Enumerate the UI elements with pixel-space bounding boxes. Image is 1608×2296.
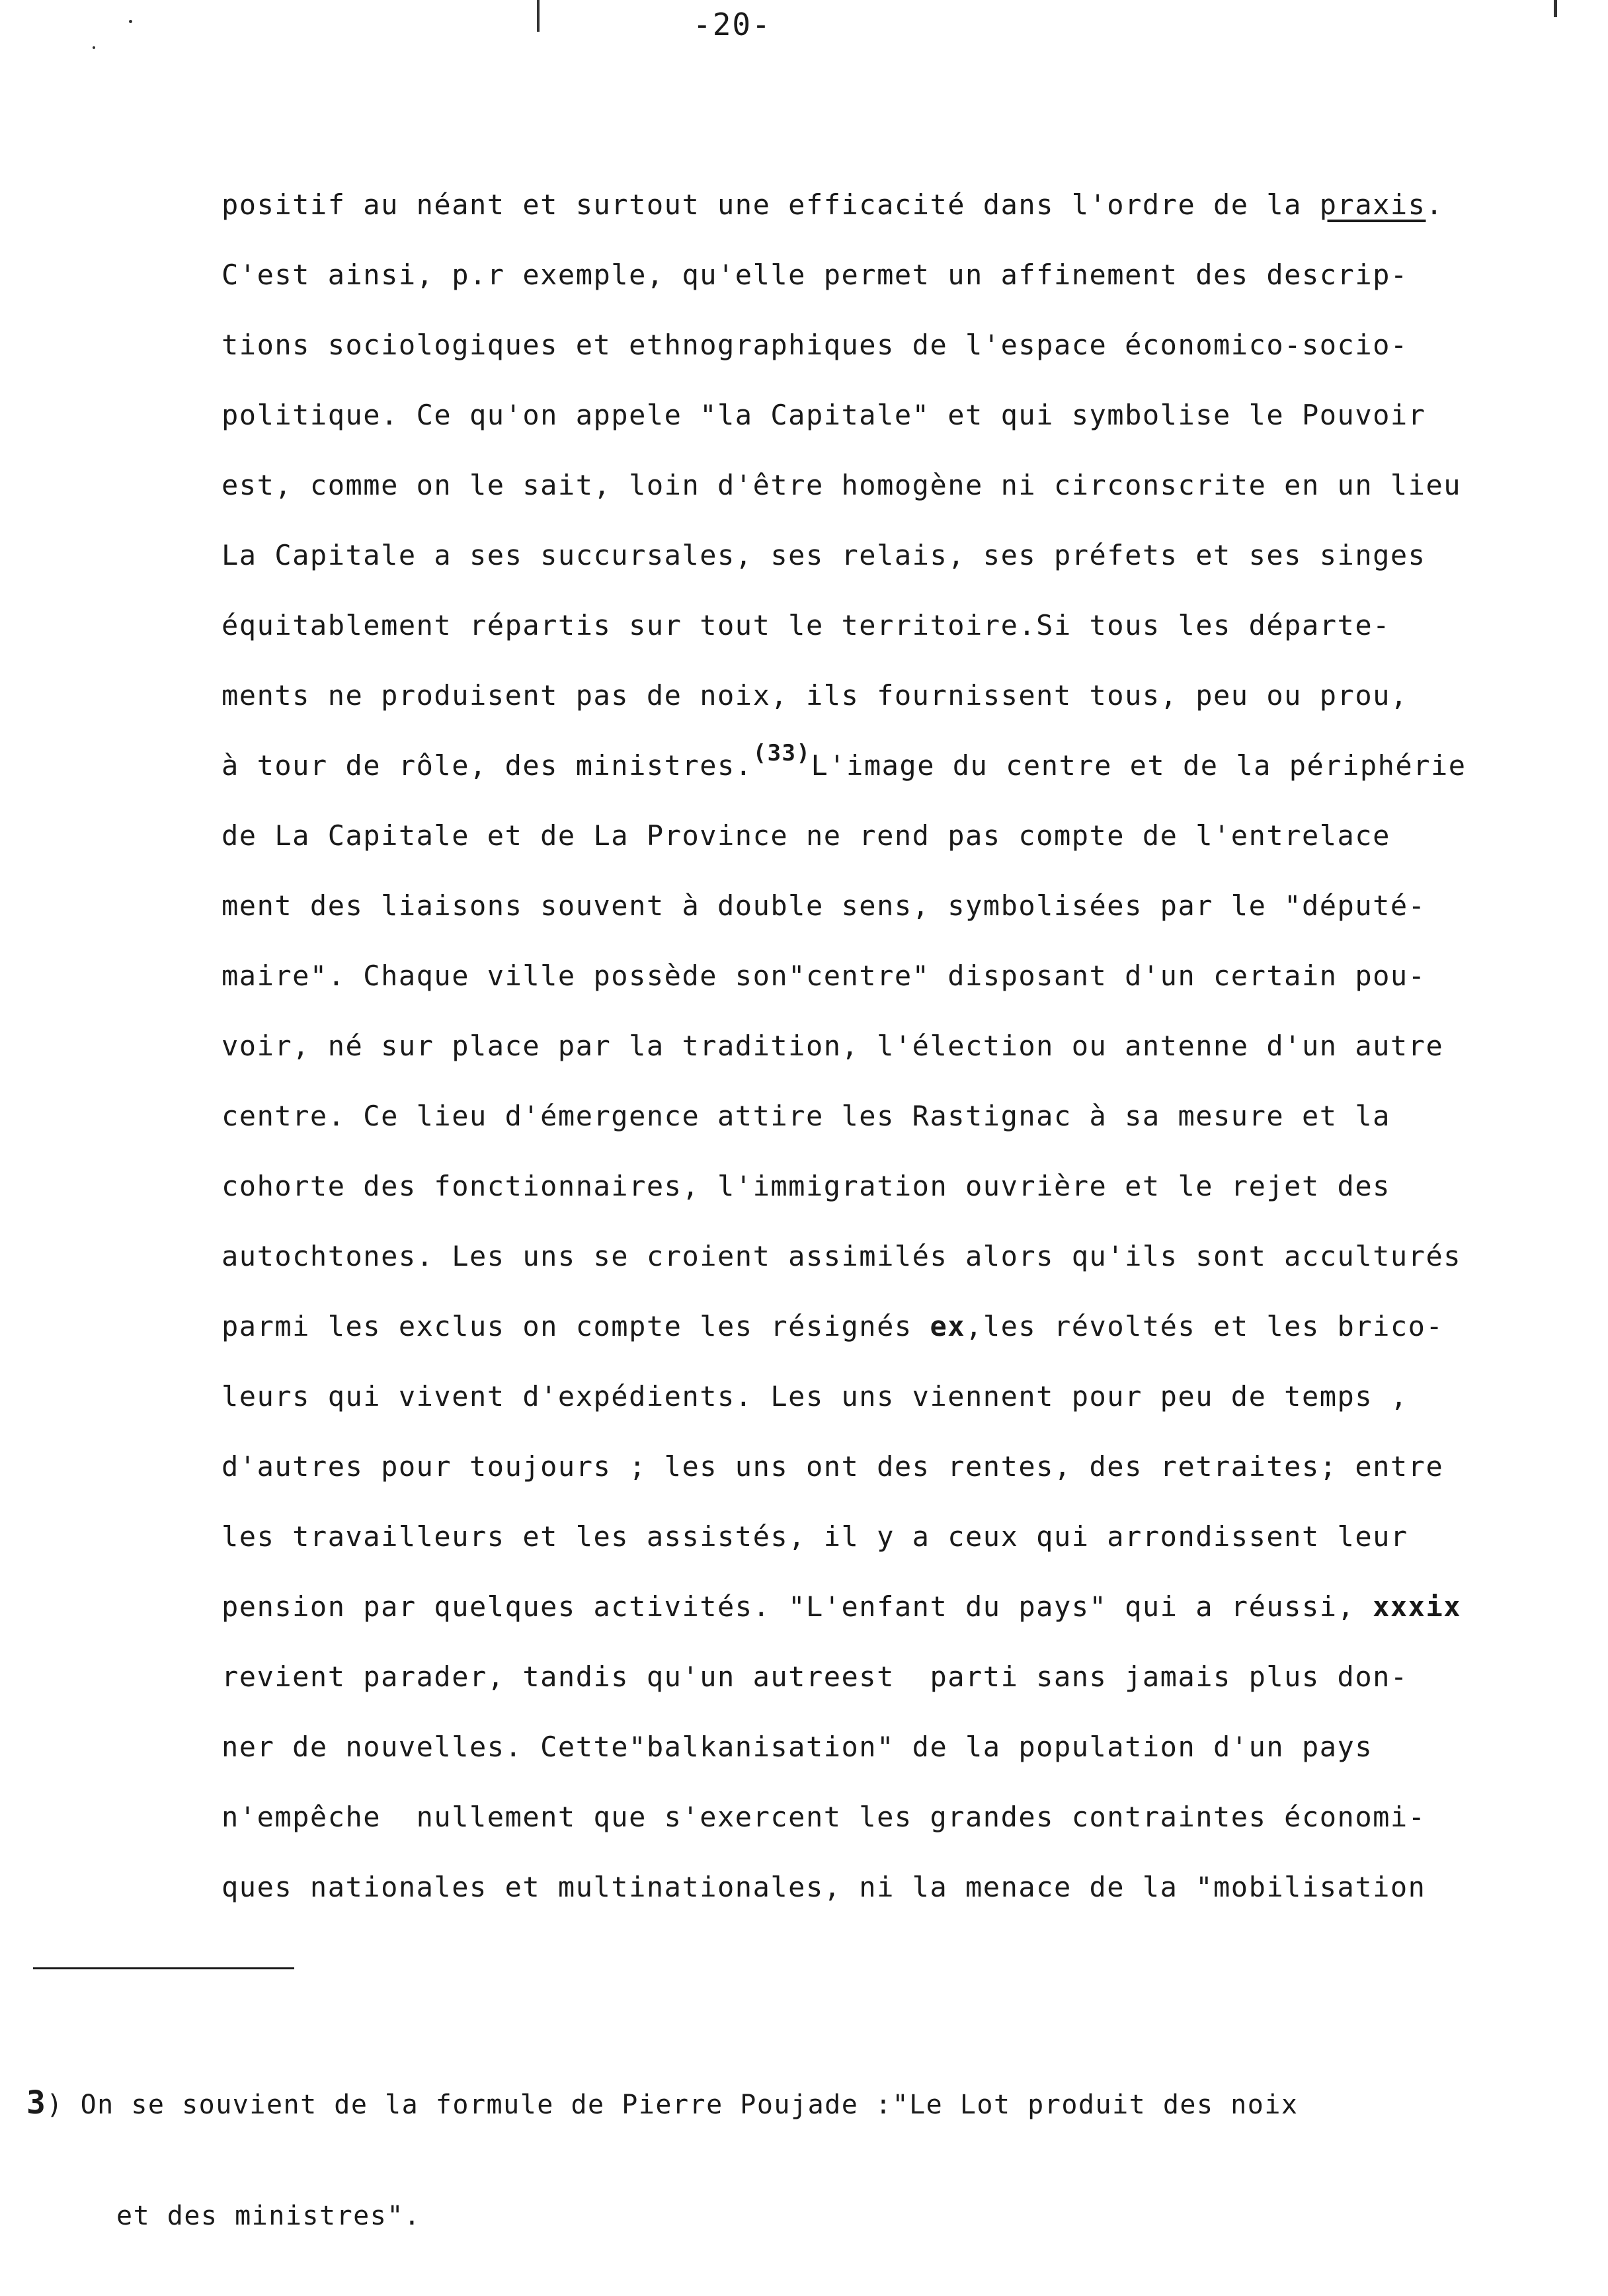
line-end: . [1426,188,1444,221]
text-line: équitablement répartis sur tout le territoire.Si tous les départe- [221,609,1390,641]
text-line: de La Capitale et de La Province ne rend pas compte de l'entrelace [221,819,1390,852]
footnote-reference: (33) [752,740,811,766]
struck-out-text: ex [930,1310,966,1342]
page-number: -20- [693,7,772,42]
footnote [26,2010,1574,2272]
text-line: tions sociologiques et ethnographiques de l'espace économico-socio- [221,329,1408,361]
text-line: voir, né sur place par la tradition, l'élection ou antenne d'un autre [221,1030,1444,1062]
line-text: parmi les exclus on compte les résignés [221,1310,930,1342]
underlined-word: praxis [1319,188,1426,221]
text-line: revient parader, tandis qu'un autreest parti sans jamais plus don- [221,1660,1408,1693]
scan-mark [537,0,540,32]
text-line: ner de nouvelles. Cette"balkanisation" de la population d'un pays [221,1731,1373,1763]
text-line: leurs qui vivent d'expédients. Les uns viennent pour peu de temps , [221,1380,1408,1413]
text-line: ques nationales et multinationales, ni la menace de la "mobilisation [221,1871,1426,1903]
text-line: cohorte des fonctionnaires, l'immigration ouvrière et le rejet des [221,1170,1390,1202]
text-line: politique. Ce qu'on appele "la Capitale" et qui symbolise le Pouvoir [221,399,1426,431]
text-line: les travailleurs et les assistés, il y a ceux qui arrondissent leur [221,1520,1408,1553]
text-line: La Capitale a ses succursales, ses relais, ses préfets et ses singes [221,539,1426,571]
footnote-line: et des ministres". [116,2201,421,2231]
text-line: d'autres pour toujours ; les uns ont des rentes, des retraites; entre [221,1450,1444,1483]
body-text [221,180,1597,1932]
line-text: à tour de rôle, des ministres. [221,749,753,782]
struck-out-text: xxxix [1373,1590,1462,1623]
line-text: L'image du centre et de la périphérie [811,749,1467,782]
text-line: ment des liaisons souvent à double sens, symbolisées par le "député- [221,889,1426,922]
footnote-divider [33,1967,294,1969]
text-line: est, comme on le sait, loin d'être homogène ni circonscrite en un lieu [221,469,1462,501]
footnote-mark: 3 [26,2084,47,2121]
text-line [221,741,1597,811]
line-text: pension par quelques activités. "L'enfant du pays" qui a réussi, [221,1590,1373,1623]
text-line: C'est ainsi, p.r exemple, qu'elle permet un affinement des descrip- [221,259,1408,291]
text-line: maire". Chaque ville possède son"centre" disposant d'un certain pou- [221,960,1426,992]
line-text: ,les révoltés et les brico- [965,1310,1444,1342]
scan-mark [1554,0,1557,17]
footnote-text: ) On se souvient de la formule de Pierre Poujade :"Le Lot produit des noix [46,2090,1299,2120]
text-line: autochtones. Les uns se croient assimilés alors qu'ils sont acculturés [221,1240,1462,1272]
text-line [221,1582,1597,1652]
scan-speck [129,20,132,23]
line-text: positif au néant et surtout une efficacité dans l'ordre de la [221,188,1320,221]
text-line [221,1301,1597,1372]
text-line: n'empêche nullement que s'exercent les grandes contraintes économi- [221,1801,1426,1833]
scan-speck [93,46,95,49]
text-line: centre. Ce lieu d'émergence attire les Rastignac à sa mesure et la [221,1100,1390,1132]
text-line [221,180,1597,250]
text-line: ments ne produisent pas de noix, ils fournissent tous, peu ou prou, [221,679,1408,712]
footnote-line [26,2084,1574,2123]
